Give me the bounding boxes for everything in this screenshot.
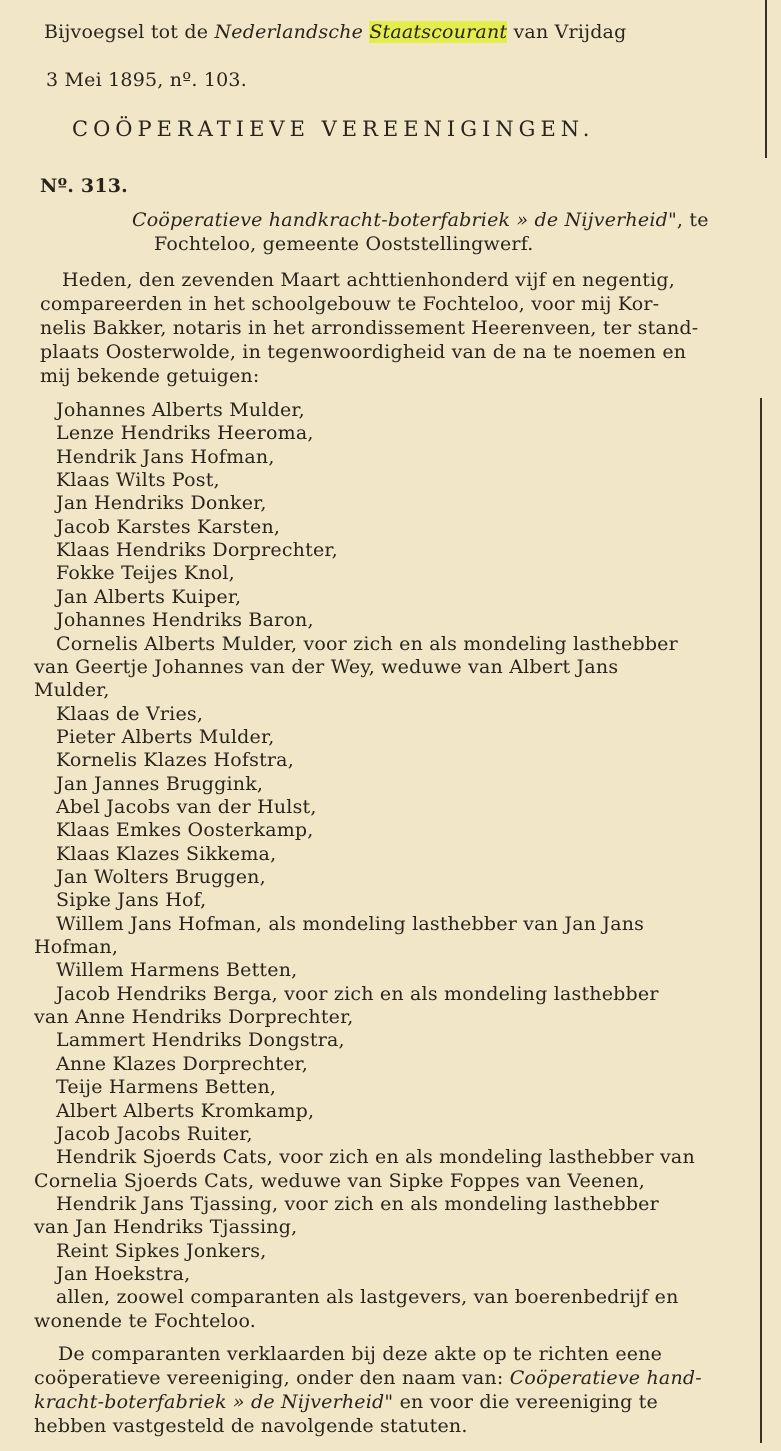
comparant-line: Hendrik Jans Hofman, — [56, 446, 275, 468]
entry-number: Nº. 313. — [40, 175, 128, 197]
comparant-line: Klaas de Vries, — [56, 703, 204, 725]
header-prefix: Bijvoegsel tot de — [44, 21, 209, 43]
closing-line-2 — [34, 1366, 702, 1390]
paper-name: Nederlandsche — [214, 21, 364, 43]
closing-line-2a: coöperatieve vereeniging, onder den naam van: — [34, 1367, 504, 1389]
comparant-line: Jacob Karstes Karsten, — [56, 516, 281, 538]
comparant-line: van Jan Hendriks Tjassing, — [34, 1216, 298, 1238]
comparant-line: Willem Harmens Betten, — [56, 959, 298, 981]
comparant-line: Jan Alberts Kuiper, — [56, 586, 242, 608]
comparant-line: wonende te Fochteloo. — [34, 1310, 256, 1332]
intro-line: Heden, den zevenden Maart achttienhonderd vijf en negentig, — [62, 269, 676, 291]
comparant-line: van Geertje Johannes van der Wey, weduwe van Albert Jans — [34, 656, 619, 678]
comparant-line: Jan Hoekstra, — [56, 1263, 191, 1285]
entry-title-name: Coöperatieve handkracht-boterfabriek » de Nijverheid — [132, 209, 668, 231]
comparant-line: Sipke Jans Hof, — [56, 889, 207, 911]
section-title: COÖPERATIEVE VEREENIGINGEN. — [72, 117, 595, 141]
comparant-line: Reint Sipkes Jonkers, — [56, 1240, 267, 1262]
closing-line-4: hebben vastgesteld de navolgende statuten. — [34, 1415, 468, 1437]
comparant-line: allen, zoowel comparanten als lastgevers, van boerenbedrijf en — [56, 1286, 679, 1308]
comparant-line: Lenze Hendriks Heeroma, — [56, 422, 314, 444]
comparant-line: Johannes Hendriks Baron, — [56, 609, 314, 631]
column-rule-right — [760, 398, 762, 1443]
closing-line-3b: " en voor die vereeniging te — [384, 1391, 658, 1413]
intro-line: compareerden in het schoolgebouw te Fochteloo, voor mij Kor- — [40, 293, 660, 315]
comparant-line: Jacob Hendriks Berga, voor zich en als mondeling lasthebber — [56, 983, 659, 1005]
comparant-line: Klaas Wilts Post, — [56, 469, 220, 491]
comparant-line: Mulder, — [34, 679, 110, 701]
comparant-line: Hendrik Sjoerds Cats, voor zich en als mondeling lasthebber van — [56, 1146, 695, 1168]
comparant-line: Jan Wolters Bruggen, — [56, 866, 266, 888]
closing-line-2b: Coöperatieve hand- — [509, 1367, 702, 1389]
entry-title — [132, 208, 709, 232]
intro-line: plaats Oosterwolde, in tegenwoordigheid van de na te noemen en — [40, 341, 687, 363]
column-rule-top — [765, 0, 767, 158]
comparant-line: Klaas Klazes Sikkema, — [56, 843, 277, 865]
comparant-line: Willem Jans Hofman, als mondeling lasthebber van Jan Jans — [56, 913, 645, 935]
comparant-line: Kornelis Klazes Hofstra, — [56, 749, 294, 771]
comparant-line: Anne Klazes Dorprechter, — [56, 1053, 308, 1075]
intro-line: nelis Bakker, notaris in het arrondissement Heerenveen, ter stand- — [40, 317, 699, 339]
comparant-line: Jan Jannes Bruggink, — [56, 773, 264, 795]
header-line — [44, 20, 626, 44]
comparant-line: Albert Alberts Kromkamp, — [56, 1100, 315, 1122]
comparant-line: Teije Harmens Betten, — [56, 1076, 277, 1098]
comparant-line: Cornelia Sjoerds Cats, weduwe van Sipke Foppes van Veenen, — [34, 1170, 645, 1192]
comparant-line: van Anne Hendriks Dorprechter, — [34, 1006, 354, 1028]
entry-title-line2: Fochteloo, gemeente Ooststellingwerf. — [154, 233, 534, 255]
comparant-line: Klaas Hendriks Dorprechter, — [56, 539, 338, 561]
header-date: 3 Mei 1895, nº. 103. — [46, 69, 247, 91]
closing-line-3 — [34, 1390, 658, 1414]
comparant-line: Hendrik Jans Tjassing, voor zich en als mondeling lasthebber — [56, 1193, 659, 1215]
header-suffix: van Vrijdag — [513, 21, 627, 43]
comparant-line: Klaas Emkes Oosterkamp, — [56, 819, 314, 841]
comparant-line: Jacob Jacobs Ruiter, — [56, 1123, 253, 1145]
entry-title-rest: ", te — [667, 209, 709, 231]
closing-line-3a: kracht-boterfabriek » de Nijverheid — [34, 1391, 385, 1413]
comparant-line: Lammert Hendriks Dongstra, — [56, 1029, 345, 1051]
paper-name-highlight: Staatscourant — [369, 21, 508, 43]
comparant-line: Fokke Teijes Knol, — [56, 562, 235, 584]
closing-line-1: De comparanten verklaarden bij deze akte op te richten eene — [58, 1343, 663, 1365]
comparant-line: Abel Jacobs van der Hulst, — [56, 796, 317, 818]
comparant-line: Pieter Alberts Mulder, — [56, 726, 275, 748]
comparant-line: Johannes Alberts Mulder, — [56, 399, 305, 421]
comparant-line: Hofman, — [34, 936, 119, 958]
intro-line: mij bekende getuigen: — [40, 365, 260, 387]
comparant-line: Cornelis Alberts Mulder, voor zich en als mondeling lasthebber — [56, 633, 678, 655]
comparant-line: Jan Hendriks Donker, — [56, 492, 267, 514]
